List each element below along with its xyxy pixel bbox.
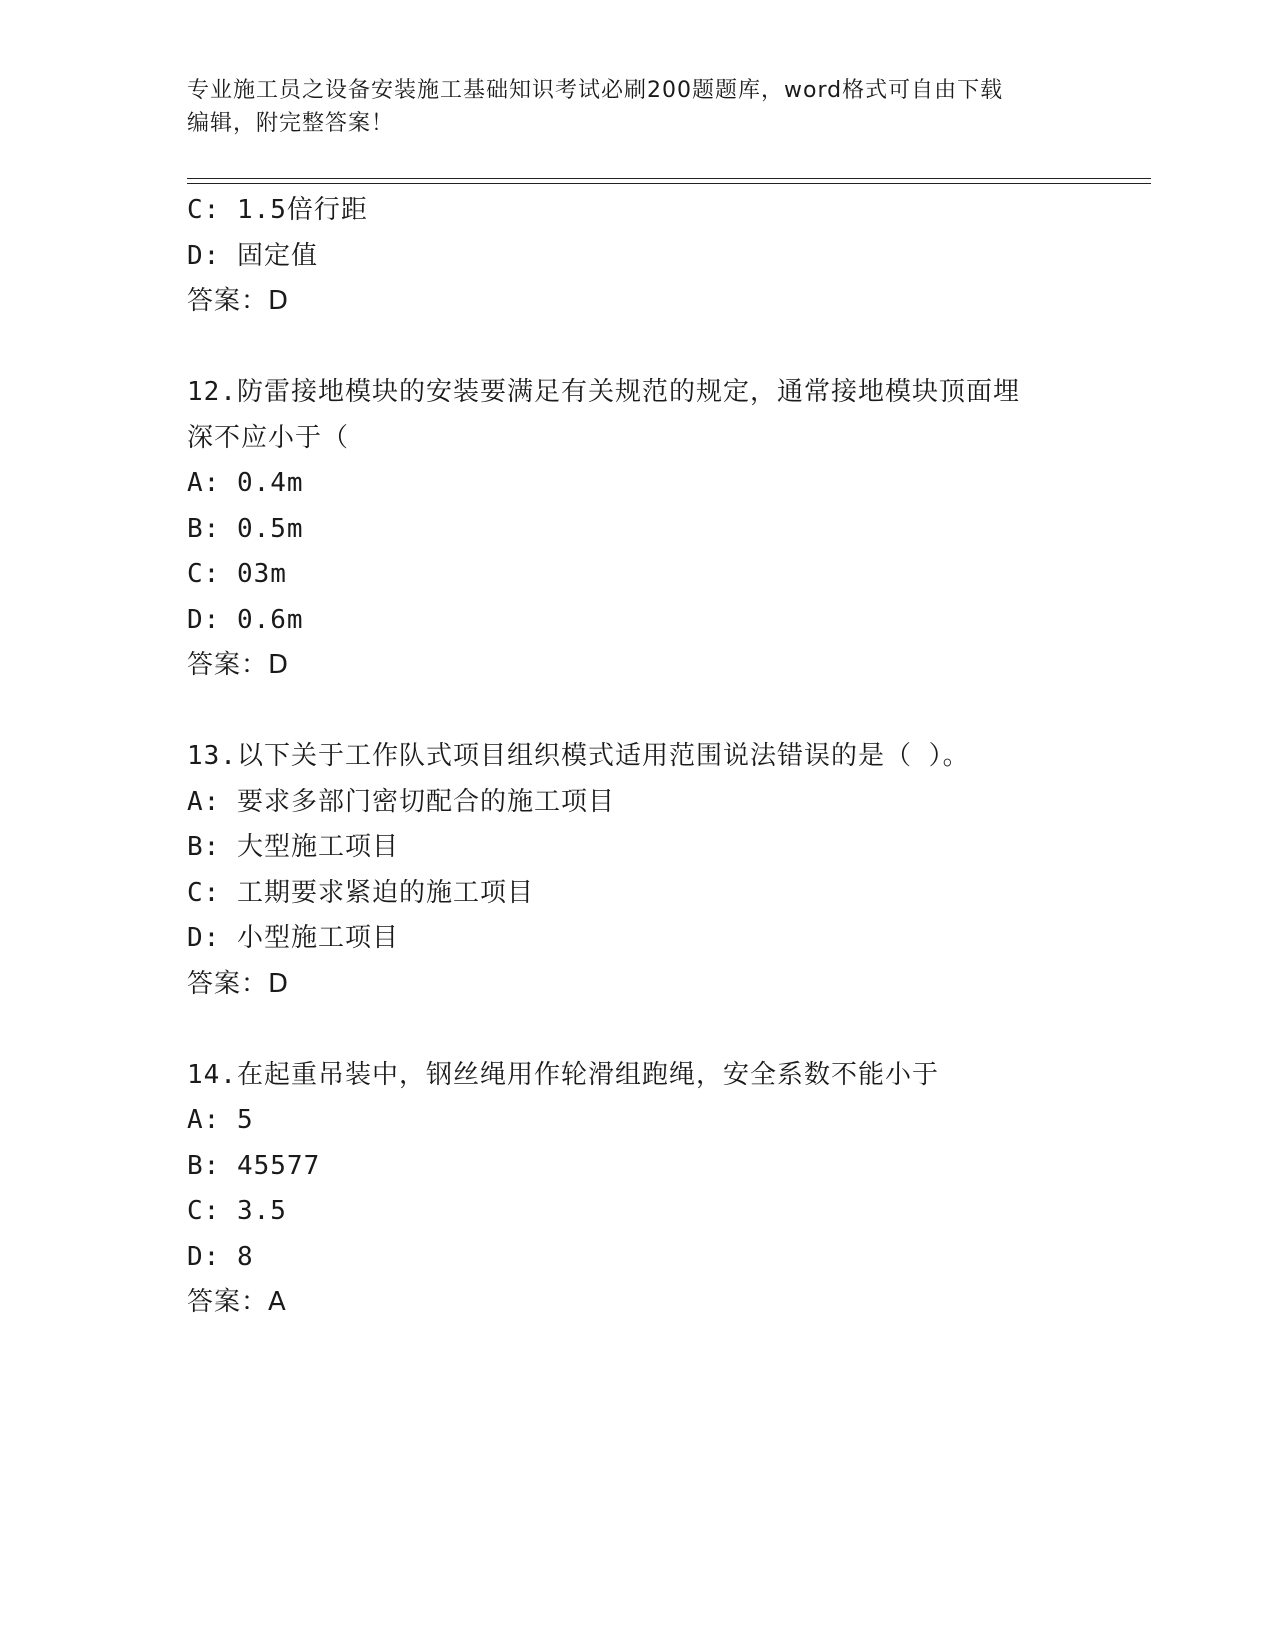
question-text-line-1: 12.防雷接地模块的安装要满足有关规范的规定，通常接地模块顶面埋 bbox=[187, 377, 1020, 407]
document-header bbox=[187, 74, 1067, 140]
option-c: C: 03m bbox=[187, 559, 287, 589]
option-a: A: 5 bbox=[187, 1105, 254, 1135]
answer: 答案：D bbox=[187, 286, 290, 316]
option-d: D: 固定值 bbox=[187, 240, 318, 271]
question-12 bbox=[187, 370, 1087, 689]
spacer bbox=[187, 325, 1087, 371]
option-a: A: 要求多部门密切配合的施工项目 bbox=[187, 786, 615, 817]
option-c: C: 工期要求紧迫的施工项目 bbox=[187, 877, 534, 908]
option-b: B: 大型施工项目 bbox=[187, 832, 399, 862]
option-b: B: 0.5m bbox=[187, 513, 304, 544]
question-13 bbox=[187, 734, 1087, 1007]
option-d: D: 0.6m bbox=[187, 604, 304, 635]
option-c: C: 3.5 bbox=[187, 1196, 287, 1226]
option-b: B: 45577 bbox=[187, 1150, 321, 1181]
question-11-continued bbox=[187, 188, 1087, 325]
answer: 答案：D bbox=[187, 968, 290, 999]
question-text: 14.在起重吊装中，钢丝绳用作轮滑组跑绳，安全系数不能小于 bbox=[187, 1059, 939, 1090]
option-d: D: 8 bbox=[187, 1241, 254, 1272]
header-title-line-2: 编辑，附完整答案！ bbox=[187, 111, 395, 136]
header-divider-bottom bbox=[187, 183, 1151, 184]
header-title-line-1: 专业施工员之设备安装施工基础知识考试必刷200题题库，word格式可自由下载 bbox=[187, 78, 1004, 103]
answer: 答案：D bbox=[187, 650, 290, 680]
option-d: D: 小型施工项目 bbox=[187, 923, 399, 953]
spacer bbox=[187, 689, 1087, 735]
header-divider-top bbox=[187, 178, 1151, 179]
option-c: C: 1.5倍行距 bbox=[187, 195, 368, 225]
question-text-line-2: 深不应小于（ bbox=[187, 422, 350, 453]
question-text: 13.以下关于工作队式项目组织模式适用范围说法错误的是（ ）。 bbox=[187, 741, 970, 771]
option-a: A: 0.4m bbox=[187, 468, 304, 498]
question-list bbox=[187, 188, 1087, 1326]
answer: 答案：A bbox=[187, 1287, 287, 1317]
spacer bbox=[187, 1007, 1087, 1053]
question-14 bbox=[187, 1053, 1087, 1326]
